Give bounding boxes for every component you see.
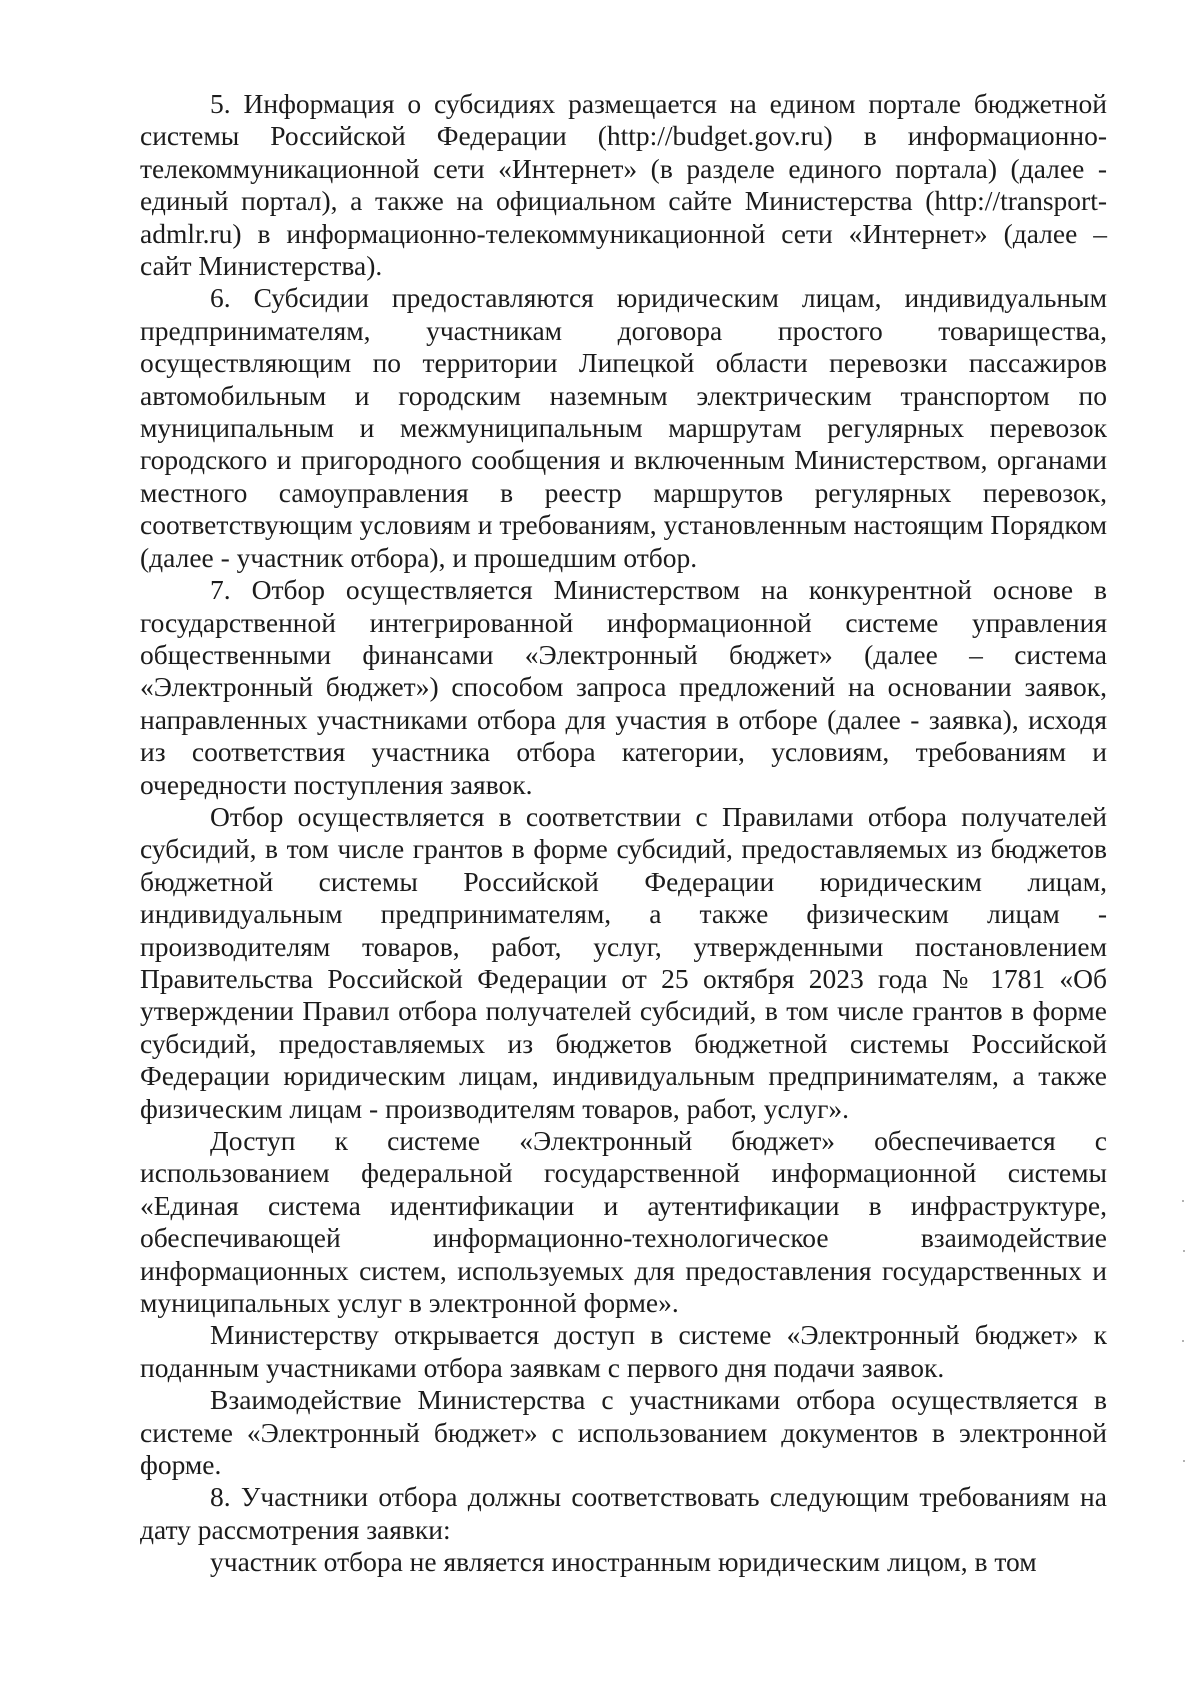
paragraph-7-selection-process: 7. Отбор осуществляется Министерством на конкурентной основе в государственной интегрированной информационной системе управления общественными финансами «Электронный бюджет» (далее – система «Электронный бюджет») способом запроса предложений на основании заявок, направленных участниками отбора для участия в отборе (далее - заявка), исходя из соответствия участника отбора категории, условиям, требованиям и очередности поступления заявок.: [140, 574, 1107, 800]
paragraph-selection-rules: Отбор осуществляется в соответствии с Правилами отбора получателей субсидий, в том числе грантов в форме субсидий, предоставляемых из бюджетов бюджетной системы Российской Федерации юридическим лицам, индивидуальным предпринимателям, а также физическим лицам - производителям товаров, работ, услуг, утвержденными постановлением Правительства Российской Федерации от 25 октября 2023 года № 1781 «Об утверждении Правил отбора получателей субсидий, в том числе грантов в форме субсидий, предоставляемых из бюджетов бюджетной системы Российской Федерации юридическим лицам, индивидуальным предпринимателям, а также физическим лицам - производителям товаров, работ, услуг».: [140, 800, 1107, 1124]
paragraph-requirement-foreign-entity: участник отбора не является иностранным юридическим лицом, в том: [210, 1546, 1037, 1578]
paragraph-interaction: Взаимодействие Министерства с участниками отбора осуществляется в системе «Электронный бюджет» с использованием документов в электронной форме.: [140, 1384, 1107, 1481]
scan-speck: [1183, 1460, 1185, 1462]
paragraph-5-subsidy-information: 5. Информация о субсидиях размещается на едином портале бюджетной системы Российской Федерации (http://budget.gov.ru) в информационно-телекоммуникационной сети «Интернет» (в разделе единого портала) (далее - единый портал), а также на официальном сайте Министерства (http://transport-admlr.ru) в информационно-телекоммуникационной сети «Интернет» (далее – сайт Министерства).: [140, 88, 1107, 282]
scan-speck: [1182, 1200, 1184, 1202]
scan-speck: [1182, 1340, 1184, 1342]
paragraph-ministry-access: Министерству открывается доступ в системе «Электронный бюджет» к поданным участниками отбора заявкам с первого дня подачи заявок.: [140, 1319, 1107, 1383]
paragraph-system-access: Доступ к системе «Электронный бюджет» обеспечивается с использованием федеральной государственной информационной системы «Единая система идентификации и аутентификации в инфраструктуре, обеспечивающей информационно-технологическое взаимодействие информационных систем, используемых для предоставления государственных и муниципальных услуг в электронной форме».: [140, 1125, 1107, 1319]
paragraph-8-participant-requirements: 8. Участники отбора должны соответствовать следующим требованиям на дату рассмотрения заявки:: [140, 1481, 1107, 1545]
scan-speck: [1183, 1250, 1185, 1252]
paragraph-6-subsidy-recipients: 6. Субсидии предоставляются юридическим лицам, индивидуальным предпринимателям, участникам договора простого товарищества, осуществляющим по территории Липецкой области перевозки пассажиров автомобильным и городским наземным электрическим транспортом по муниципальным и межмуниципальным маршрутам регулярных перевозок городского и пригородного сообщения и включенным Министерством, органами местного самоуправления в реестр маршрутов регулярных перевозок, соответствующим условиям и требованиям, установленным настоящим Порядком (далее - участник отбора), и прошедшим отбор.: [140, 282, 1107, 573]
document-body: [140, 88, 1107, 1579]
